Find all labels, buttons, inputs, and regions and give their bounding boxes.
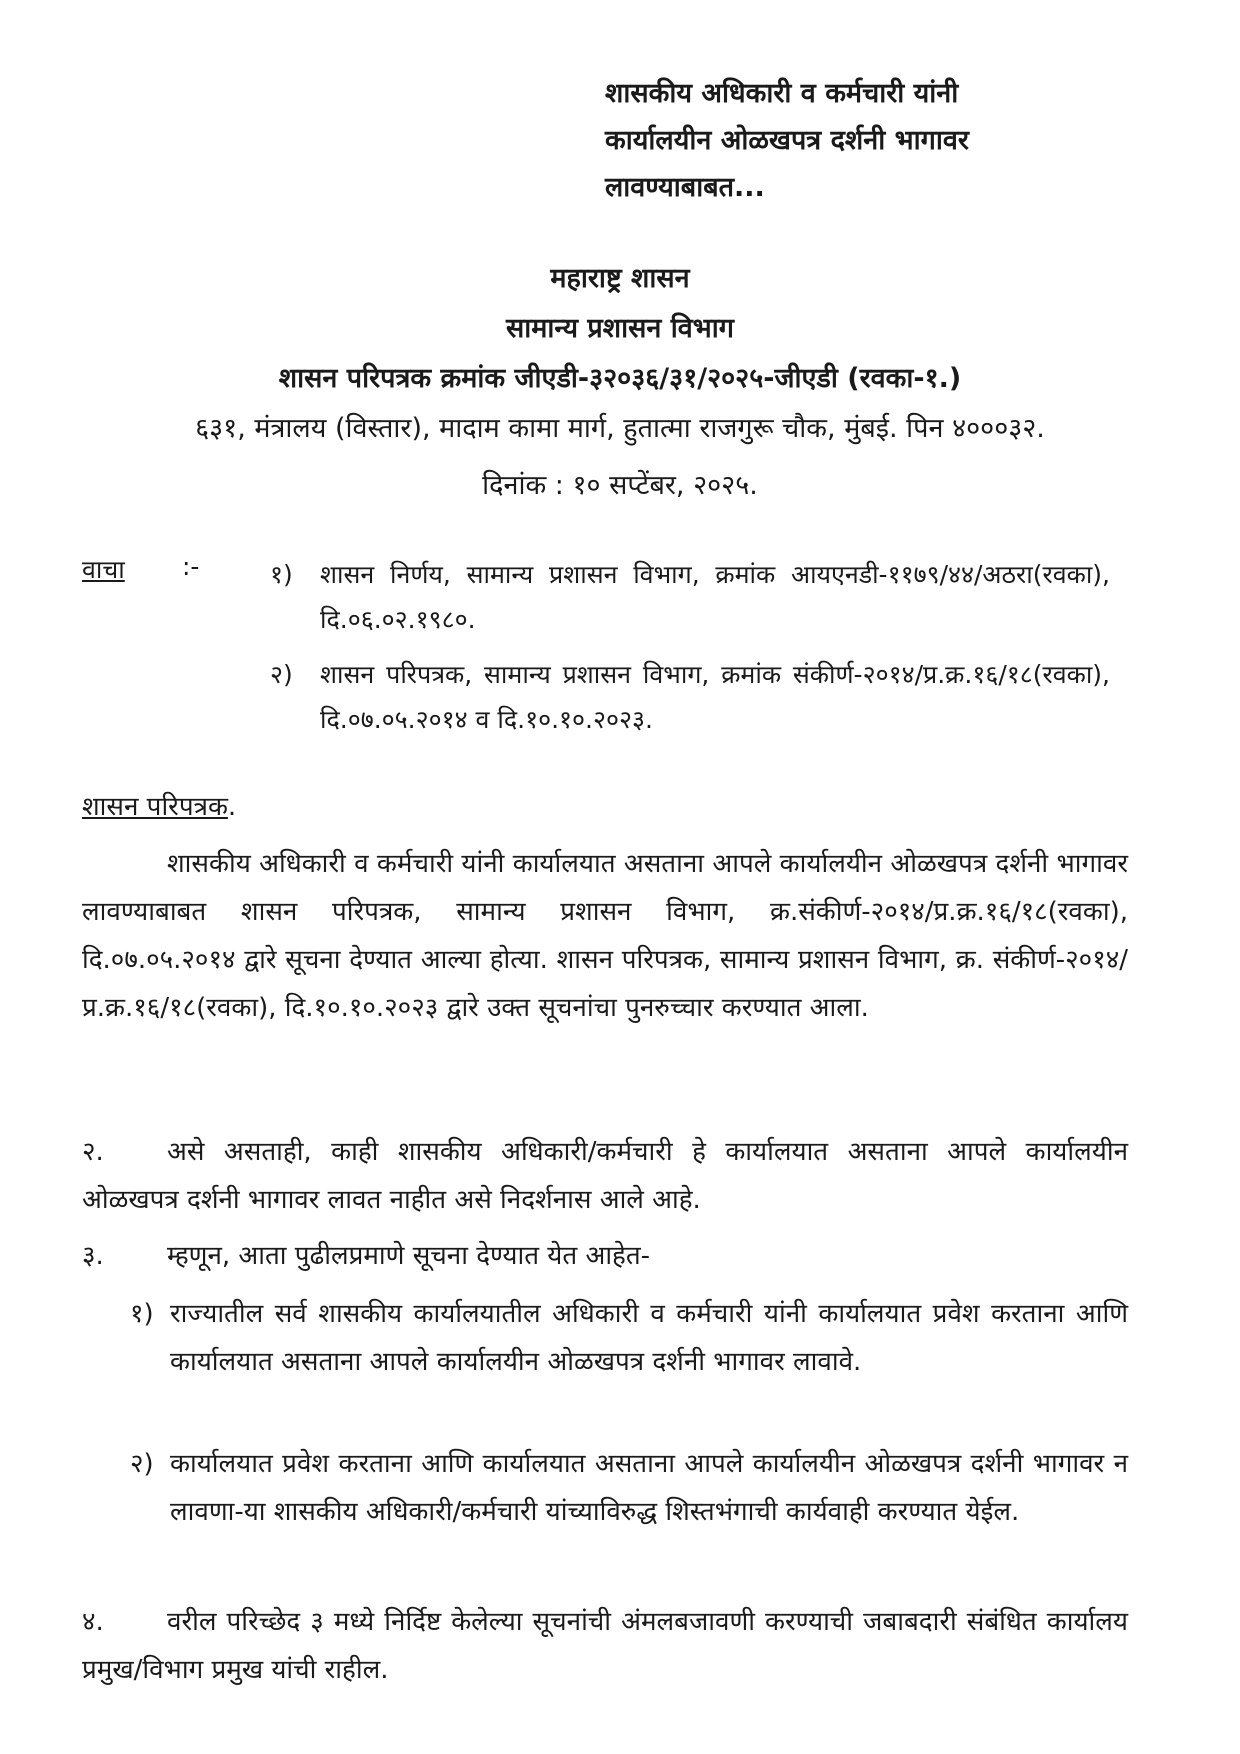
office-address: ६३१, मंत्रालय (विस्तार), मादाम कामा मार्ग, हुतात्मा राजगुरू चौक, मुंबई. पिन ४०००३२. <box>195 413 1045 444</box>
read-label: वाचा <box>82 555 125 584</box>
subject-line-3: लावण्याबाबत... <box>605 172 765 203</box>
circular-heading-text: शासन परिपत्रक <box>82 792 228 822</box>
reference-text: शासन परिपत्रक, सामान्य प्रशासन विभाग, क्रमांक संकीर्ण-२०१४/प्र.क्र.१६/१८(रवका), दि.०७.०५.२०१४ व दि.१०.१०.२०२३. <box>320 660 1110 734</box>
paragraph-text: असे असताही, काही शासकीय अधिकारी/कर्मचारी हे कार्यालयात असताना आपले कार्यालयीन ओळखपत्र दर्शनी भागावर लावत नाहीत असे निदर्शनास आले आहे. <box>82 1137 1128 1215</box>
paragraph-number: ४. <box>82 1607 104 1637</box>
reference-number: २) <box>270 660 293 689</box>
circular-heading <box>82 787 236 823</box>
paragraph-number: २. <box>82 1137 104 1167</box>
instruction-number: १) <box>130 1299 154 1329</box>
reference-number: १) <box>270 560 293 589</box>
government-title: महाराष्ट्र शासन <box>550 263 690 294</box>
paragraph-2 <box>82 1128 1128 1224</box>
instruction-item <box>130 1290 1128 1386</box>
paragraph-number: ३. <box>82 1241 104 1271</box>
instruction-text: कार्यालयात प्रवेश करताना आणि कार्यालयात असताना आपले कार्यालयीन ओळखपत्र दर्शनी भागावर न लावणा-या शासकीय अधिकारी/कर्मचारी यांच्याविरुद्ध शिस्तभंगाची कार्यवाही करण्यात येईल. <box>170 1449 1128 1527</box>
paragraph-1: शासकीय अधिकारी व कर्मचारी यांनी कार्यालयात असताना आपले कार्यालयीन ओळखपत्र दर्शनी भागावर लावण्याबाबत शासन परिपत्रक, सामान्य प्रशासन विभाग, क्र.संकीर्ण-२०१४/प्र.क्र.१६/१८(रवका), दि.०७.०५.२०१४ द्वारे सूचना देण्यात आल्या होत्या. शासन परिपत्रक, सामान्य प्रशासन विभाग, क्र. संकीर्ण-२०१४/प्र.क्र.१६/१८(रवका), दि.१०.१०.२०२३ द्वारे उक्त सूचनांचा पुनरुच्चार करण्यात आला. <box>82 849 1128 1023</box>
paragraph-text: म्हणून, आता पुढीलप्रमाणे सूचना देण्यात येत आहेत- <box>167 1241 651 1271</box>
paragraph-4 <box>82 1598 1128 1694</box>
instruction-number: २) <box>130 1449 154 1479</box>
circular-heading-suffix: . <box>227 792 237 822</box>
paragraph-3 <box>82 1232 1128 1280</box>
circular-date: दिनांक : १० सप्टेंबर, २०२५. <box>482 470 758 501</box>
circular-number: शासन परिपत्रक क्रमांक जीएडी-३२०३६/३१/२०२५-जीएडी (रवका-१.) <box>278 363 962 394</box>
subject-line-1: शासकीय अधिकारी व कर्मचारी यांनी <box>605 78 959 109</box>
instruction-text: राज्यातील सर्व शासकीय कार्यालयातील अधिकारी व कर्मचारी यांनी कार्यालयात प्रवेश करताना आणि कार्यालयात असताना आपले कार्यालयीन ओळखपत्र दर्शनी भागावर लावावे. <box>170 1299 1128 1377</box>
read-colon: :- <box>182 552 200 581</box>
paragraph-text: वरील परिच्छेद ३ मध्ये निर्दिष्ट केलेल्या सूचनांची अंमलबजावणी करण्याची जबाबदारी संबंधित कार्यालय प्रमुख/विभाग प्रमुख यांची राहील. <box>82 1607 1128 1685</box>
reference-text: शासन निर्णय, सामान्य प्रशासन विभाग, क्रमांक आयएनडी-११७९/४४/अठरा(रवका), दि.०६.०२.१९८०. <box>320 560 1110 634</box>
reference-item <box>270 652 1110 742</box>
subject-line-2: कार्यालयीन ओळखपत्र दर्शनी भागावर <box>605 125 969 156</box>
subject-block <box>605 70 1105 211</box>
department-title: सामान्य प्रशासन विभाग <box>506 313 734 344</box>
instruction-item <box>130 1440 1128 1536</box>
reference-item <box>270 552 1110 642</box>
